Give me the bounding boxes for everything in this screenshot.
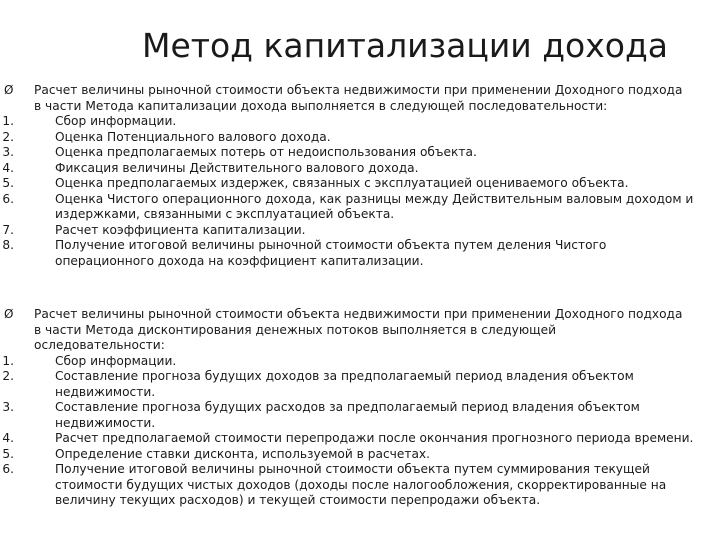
section-intro bbox=[0, 83, 720, 114]
list-item-text: Составление прогноза будущих расходов за предполагаемый период владения объектом недвижимости. bbox=[55, 400, 640, 430]
list-item-text: Расчет коэффициента капитализации. bbox=[55, 222, 306, 237]
list-item-text: Сбор информации. bbox=[55, 353, 177, 368]
list-item bbox=[0, 369, 720, 400]
list-item bbox=[0, 192, 720, 223]
list-item-number: 2. bbox=[2, 129, 14, 144]
list-item bbox=[0, 447, 720, 463]
list-item-number: 7. bbox=[2, 222, 14, 237]
arrow-bullet-icon: Ø bbox=[4, 307, 14, 321]
list-item bbox=[0, 114, 720, 130]
list-item-number: 4. bbox=[2, 160, 14, 175]
list-item bbox=[0, 223, 720, 239]
list-item-number: 5. bbox=[2, 446, 14, 461]
list-item bbox=[0, 238, 720, 269]
list-item-number: 3. bbox=[2, 145, 14, 159]
arrow-bullet-icon: Ø bbox=[4, 83, 14, 97]
list-item bbox=[0, 354, 720, 370]
list-item-text: Расчет предполагаемой стоимости перепродажи после окончания прогнозного периода времени. bbox=[55, 431, 694, 445]
list-item-number: 3. bbox=[2, 400, 14, 414]
list-item-number: 8. bbox=[2, 238, 14, 252]
list-item-number: 5. bbox=[2, 176, 14, 190]
section-intro bbox=[0, 307, 720, 354]
section-intro-text: Расчет величины рыночной стоимости объекта недвижимости при применении Доходного подхода в части Метода дисконтирования денежных потоков выполняется в следующей оследовательности: bbox=[34, 307, 683, 352]
list-item-text: Оценка предполагаемых потерь от недоиспользования объекта. bbox=[55, 145, 477, 159]
list-item bbox=[0, 145, 720, 161]
list-item-text: Оценка предполагаемых издержек, связанных с эксплуатацией оцениваемого объекта. bbox=[55, 176, 629, 190]
list-item bbox=[0, 130, 720, 146]
list-item-text: Оценка Чистого операционного дохода, как разницы между Действительным валовым доходом и издержками, связанными с эксплуатацией объекта. bbox=[55, 191, 694, 221]
list-item bbox=[0, 176, 720, 192]
income-capitalization-section bbox=[0, 83, 720, 269]
list-item-number: 1. bbox=[2, 353, 14, 368]
list-item-number: 4. bbox=[2, 431, 14, 445]
list-item-number: 6. bbox=[2, 191, 14, 206]
list-item bbox=[0, 400, 720, 431]
page-title: Метод капитализации дохода bbox=[141, 26, 669, 65]
list-item bbox=[0, 462, 720, 509]
list-item-number: 1. bbox=[2, 114, 14, 128]
list-item bbox=[0, 161, 720, 177]
list-item-text: Фиксация величины Действительного валового дохода. bbox=[55, 160, 419, 175]
list-item-text: Получение итоговой величины рыночной стоимости объекта путем суммирования текущей стоимости будущих чистых доходов (доходы после налогообложения, скорректированные на величину текущих расходов) и текущей стоимости перепродажи объекта. bbox=[55, 462, 667, 507]
list-item-text: Оценка Потенциального валового дохода. bbox=[55, 129, 331, 144]
section-intro-text: Расчет величины рыночной стоимости объекта недвижимости при применении Доходного подхода в части Метода капитализации дохода выполняется в следующей последовательности: bbox=[34, 83, 683, 113]
list-item-text: Определение ставки дисконта, используемой в расчетах. bbox=[55, 446, 430, 461]
list-item-text: Сбор информации. bbox=[55, 114, 177, 128]
list-item-number: 2. bbox=[2, 369, 14, 383]
dcf-section bbox=[0, 307, 720, 509]
list-item-text: Получение итоговой величины рыночной стоимости объекта путем деления Чистого операционного дохода на коэффициент капитализации. bbox=[55, 238, 607, 268]
list-item-text: Составление прогноза будущих доходов за предполагаемый период владения объектом недвижимости. bbox=[55, 369, 634, 399]
list-item-number: 6. bbox=[2, 462, 14, 476]
list-item bbox=[0, 431, 720, 447]
